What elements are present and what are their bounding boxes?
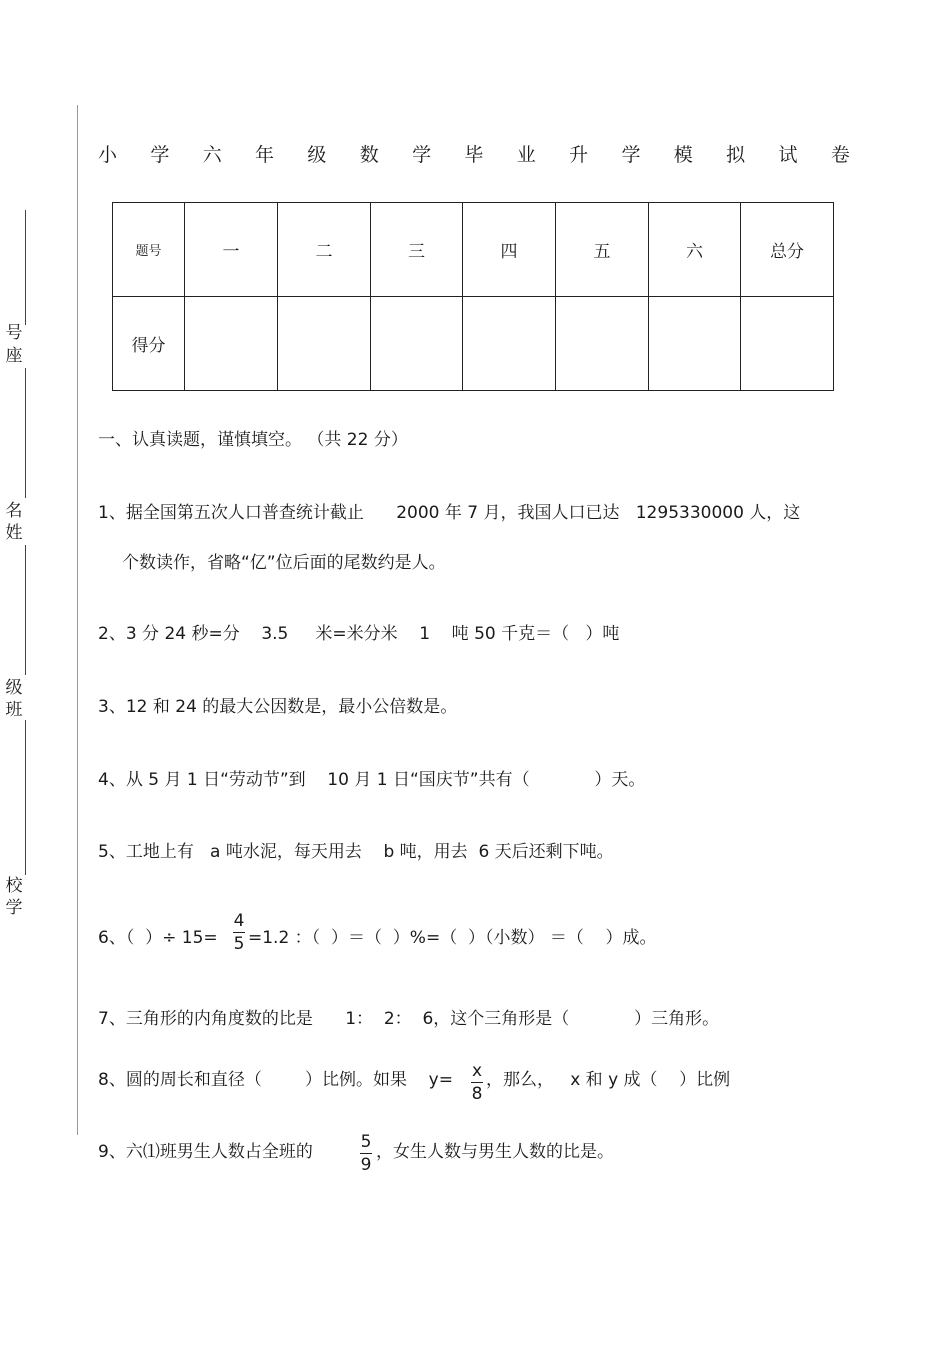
question-4: 4、从 5 月 1 日“劳动节”到 10 月 1 日“国庆节”共有（ ）天。 (98, 770, 646, 790)
title-char: 六 (202, 144, 222, 166)
title-char: 业 (516, 144, 536, 166)
question-8-suffix: ，那么， x 和 y 成（ ）比例 (486, 1070, 731, 1090)
side-label-ming: 名 (5, 501, 23, 521)
title-char: 级 (307, 144, 327, 166)
question-8-fraction (471, 1061, 483, 1104)
question-5: 5、工地上有 a 吨水泥，每天用去 b 吨，用去 6 天后还剩下吨。 (98, 842, 614, 862)
header-cell-3: 三 (371, 203, 463, 297)
title-char: 卷 (830, 144, 850, 166)
header-cell-1: 一 (185, 203, 278, 297)
title-char: 年 (255, 144, 275, 166)
side-label-xiao: 校 (5, 876, 23, 896)
score-cell[interactable] (185, 297, 278, 391)
question-9-prefix: 9、六⑴班男生人数占全班的 (98, 1142, 313, 1162)
question-8-prefix: 8、圆的周长和直径（ ）比例。如果 y= (98, 1070, 453, 1090)
question-9-suffix: ，女生人数与男生人数的比是。 (376, 1142, 614, 1162)
header-cell-2: 二 (278, 203, 371, 297)
fraction-denominator: 8 (471, 1084, 483, 1104)
score-table (112, 202, 834, 391)
side-label-xue: 学 (5, 898, 23, 918)
question-2: 2、3 分 24 秒=分 3.5 米=米分米 1 吨 50 千克＝（ ）吨 (98, 624, 620, 644)
side-label-hao: 号 (5, 323, 23, 343)
title-char: 试 (778, 144, 798, 166)
header-cell-4: 四 (463, 203, 556, 297)
question-1-line-2: 个数读作，省略“亿”位后面的尾数约是人。 (122, 553, 446, 573)
header-cell-5: 五 (556, 203, 649, 297)
question-6-suffix: =1.2 ：（ ）＝（ ）%=（ ）（小数） ＝（ ）成。 (248, 928, 657, 948)
score-cell[interactable] (649, 297, 741, 391)
title-char: 学 (150, 144, 170, 166)
page-title (98, 140, 850, 167)
title-char: 学 (621, 144, 641, 166)
margin-line-left (25, 368, 26, 498)
question-6-prefix: 6、（ ）÷ 15= (98, 928, 218, 948)
score-cell[interactable] (278, 297, 371, 391)
question-7: 7、三角形的内角度数的比是 1： 2： 6，这个三角形是（ ）三角形。 (98, 1009, 720, 1029)
header-cell-total: 总分 (741, 203, 834, 297)
question-9-fraction (360, 1132, 372, 1175)
side-label-ji: 级 (5, 678, 23, 698)
fraction-bar (360, 1153, 372, 1154)
question-6-fraction (233, 911, 245, 954)
score-table-header-row (113, 203, 834, 297)
title-char: 学 (412, 144, 432, 166)
score-cell[interactable] (371, 297, 463, 391)
score-cell[interactable] (463, 297, 556, 391)
margin-line-right (77, 105, 78, 1135)
score-cell[interactable] (556, 297, 649, 391)
margin-line-left (25, 210, 26, 325)
title-char: 小 (98, 144, 118, 166)
fraction-numerator: 5 (360, 1132, 372, 1152)
fraction-numerator: 4 (233, 911, 245, 931)
section-heading: 一、认真读题，谨慎填空。 （共 22 分） (98, 430, 408, 450)
fraction-bar (471, 1082, 483, 1083)
title-char: 升 (569, 144, 589, 166)
title-char: 数 (359, 144, 379, 166)
side-label-ban: 班 (5, 700, 23, 720)
fraction-denominator: 9 (360, 1155, 372, 1175)
side-label-xing: 姓 (5, 523, 23, 543)
fraction-numerator: x (471, 1061, 483, 1081)
title-char: 拟 (726, 144, 746, 166)
title-char: 模 (673, 144, 693, 166)
side-label-zuo: 座 (5, 346, 23, 366)
margin-line-left (25, 720, 26, 875)
title-char: 毕 (464, 144, 484, 166)
score-table-score-row (113, 297, 834, 391)
fraction-denominator: 5 (233, 934, 245, 954)
margin-line-left (25, 545, 26, 675)
fraction-bar (233, 932, 245, 933)
question-3: 3、12 和 24 的最大公因数是，最小公倍数是。 (98, 697, 458, 717)
header-cell-6: 六 (649, 203, 741, 297)
score-cell-total[interactable] (741, 297, 834, 391)
question-1-line-1: 1、据全国第五次人口普查统计截止 2000 年 7 月，我国人口已达 1295330000 人，这 (98, 503, 801, 523)
header-cell-question-number: 题号 (113, 203, 185, 297)
score-row-label: 得分 (113, 297, 185, 391)
